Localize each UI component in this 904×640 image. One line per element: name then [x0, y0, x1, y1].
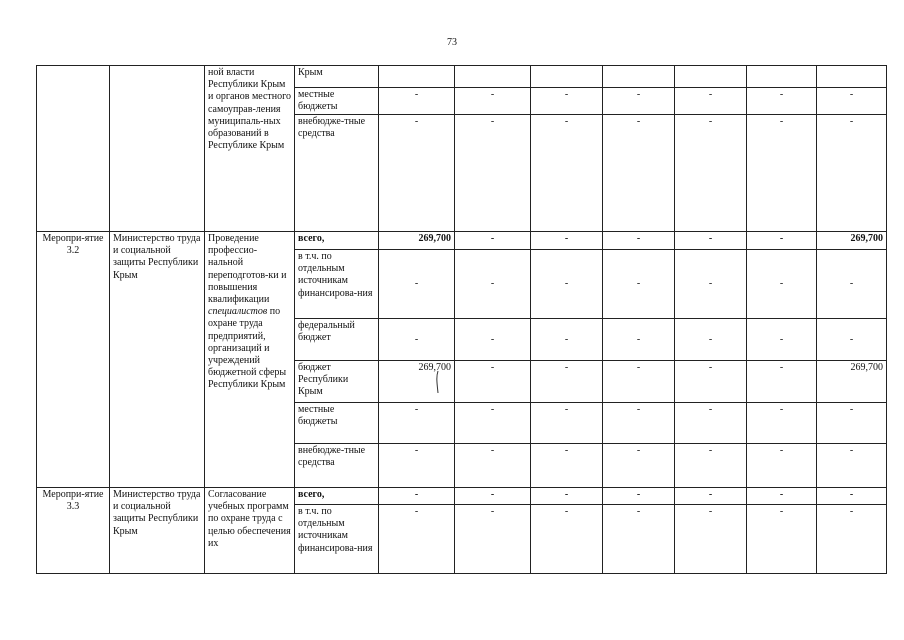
value-cell: - [379, 250, 455, 319]
value-cell: - [603, 488, 675, 505]
value-cell: - [531, 115, 603, 232]
value-cell: 269,700 [379, 232, 455, 250]
pen-mark [432, 369, 444, 395]
value-cell: - [531, 250, 603, 319]
value-cell: - [675, 488, 747, 505]
value-cell: - [675, 505, 747, 574]
value-cell: - [603, 232, 675, 250]
value-cell: - [675, 115, 747, 232]
source-cell: в т.ч. по отдельным источникам финансирова-ния [295, 250, 379, 319]
table-row [37, 66, 887, 88]
value-cell: - [379, 403, 455, 444]
source-cell: бюджет Республики Крым [295, 361, 379, 403]
content-text: Проведение профессио-нальной переподготов-ки и повышения квалификации [208, 233, 287, 306]
value-cell: - [531, 403, 603, 444]
value-cell: - [531, 319, 603, 361]
value-cell: - [455, 88, 531, 115]
funding-table [36, 65, 887, 574]
value-cell: - [747, 488, 817, 505]
value-cell: - [531, 232, 603, 250]
value-cell: - [747, 232, 817, 250]
source-cell: всего, [295, 232, 379, 250]
value-cell: - [747, 361, 817, 403]
value-cell: - [675, 319, 747, 361]
value-cell: - [455, 361, 531, 403]
value-cell: - [675, 403, 747, 444]
source-cell: внебюдже-тные средства [295, 115, 379, 232]
value-cell: - [455, 232, 531, 250]
source-cell: внебюдже-тные средства [295, 444, 379, 488]
value-cell: - [379, 444, 455, 488]
value-cell: - [531, 505, 603, 574]
value-cell [455, 66, 531, 88]
value-cell: - [817, 115, 887, 232]
value-cell: - [817, 505, 887, 574]
value-cell: - [675, 232, 747, 250]
value-cell: - [817, 319, 887, 361]
value-cell: - [603, 444, 675, 488]
value-cell: - [455, 488, 531, 505]
value-cell: - [675, 88, 747, 115]
table-row [37, 488, 887, 505]
source-cell: всего, [295, 488, 379, 505]
value-cell: - [379, 88, 455, 115]
value-cell: - [603, 319, 675, 361]
value-cell [747, 66, 817, 88]
value-cell: - [747, 319, 817, 361]
value-cell: - [675, 444, 747, 488]
value-cell: - [455, 444, 531, 488]
value-cell: - [675, 361, 747, 403]
content-cell: ной власти Республики Крым и органов местного самоуправ-ления муниципаль-ных образований в Республике Крым [205, 66, 295, 232]
table-row [37, 232, 887, 250]
value-cell: - [603, 88, 675, 115]
executor-cell: Министерство труда и социальной защиты Республики Крым [110, 488, 205, 574]
value-cell: - [379, 115, 455, 232]
source-cell: федеральный бюджет [295, 319, 379, 361]
content-text-italic: специалистов [208, 306, 268, 318]
value-cell: - [747, 505, 817, 574]
value-cell: - [603, 403, 675, 444]
value-cell: - [817, 403, 887, 444]
value-cell [603, 66, 675, 88]
value-cell: - [817, 250, 887, 319]
value-cell: - [747, 115, 817, 232]
value-cell [531, 66, 603, 88]
value-cell: - [379, 505, 455, 574]
value-cell: - [379, 488, 455, 505]
value-cell [817, 66, 887, 88]
page-number: 73 [447, 37, 457, 48]
value-cell: - [817, 488, 887, 505]
value-cell: - [747, 250, 817, 319]
value-cell: - [531, 361, 603, 403]
value-cell: - [817, 88, 887, 115]
value-cell: - [531, 444, 603, 488]
value-cell: - [747, 444, 817, 488]
value-cell: - [531, 88, 603, 115]
value-cell: - [455, 250, 531, 319]
source-cell: Крым [295, 66, 379, 88]
value-cell: - [379, 319, 455, 361]
content-cell [205, 232, 295, 488]
event-cell [37, 66, 110, 232]
event-cell: Меропри-ятие 3.3 [37, 488, 110, 574]
source-cell: местные бюджеты [295, 88, 379, 115]
source-cell: местные бюджеты [295, 403, 379, 444]
value-cell: - [603, 505, 675, 574]
content-cell: Согласование учебных программ по охране труда с целью обеспечения их [205, 488, 295, 574]
source-cell: в т.ч. по отдельным источникам финансирова-ния [295, 505, 379, 574]
value-cell: - [455, 319, 531, 361]
value-cell: - [817, 444, 887, 488]
value-cell: - [747, 403, 817, 444]
value-cell: 269,700 [379, 361, 455, 403]
value-cell [379, 66, 455, 88]
value-cell: - [747, 88, 817, 115]
value-cell: 269,700 [817, 361, 887, 403]
value-cell: - [455, 115, 531, 232]
value-cell: - [455, 403, 531, 444]
content-text: по охране труда предприятий, организаций и учреждений бюджетной сферы Республики Крым [208, 306, 287, 391]
value-cell: - [603, 361, 675, 403]
value-cell [675, 66, 747, 88]
value-cell: - [603, 115, 675, 232]
value-cell: 269,700 [817, 232, 887, 250]
value-cell: - [531, 488, 603, 505]
value-cell: - [675, 250, 747, 319]
event-cell: Меропри-ятие 3.2 [37, 232, 110, 488]
executor-cell: Министерство труда и социальной защиты Республики Крым [110, 232, 205, 488]
value-cell: - [603, 250, 675, 319]
executor-cell [110, 66, 205, 232]
value-cell: - [455, 505, 531, 574]
